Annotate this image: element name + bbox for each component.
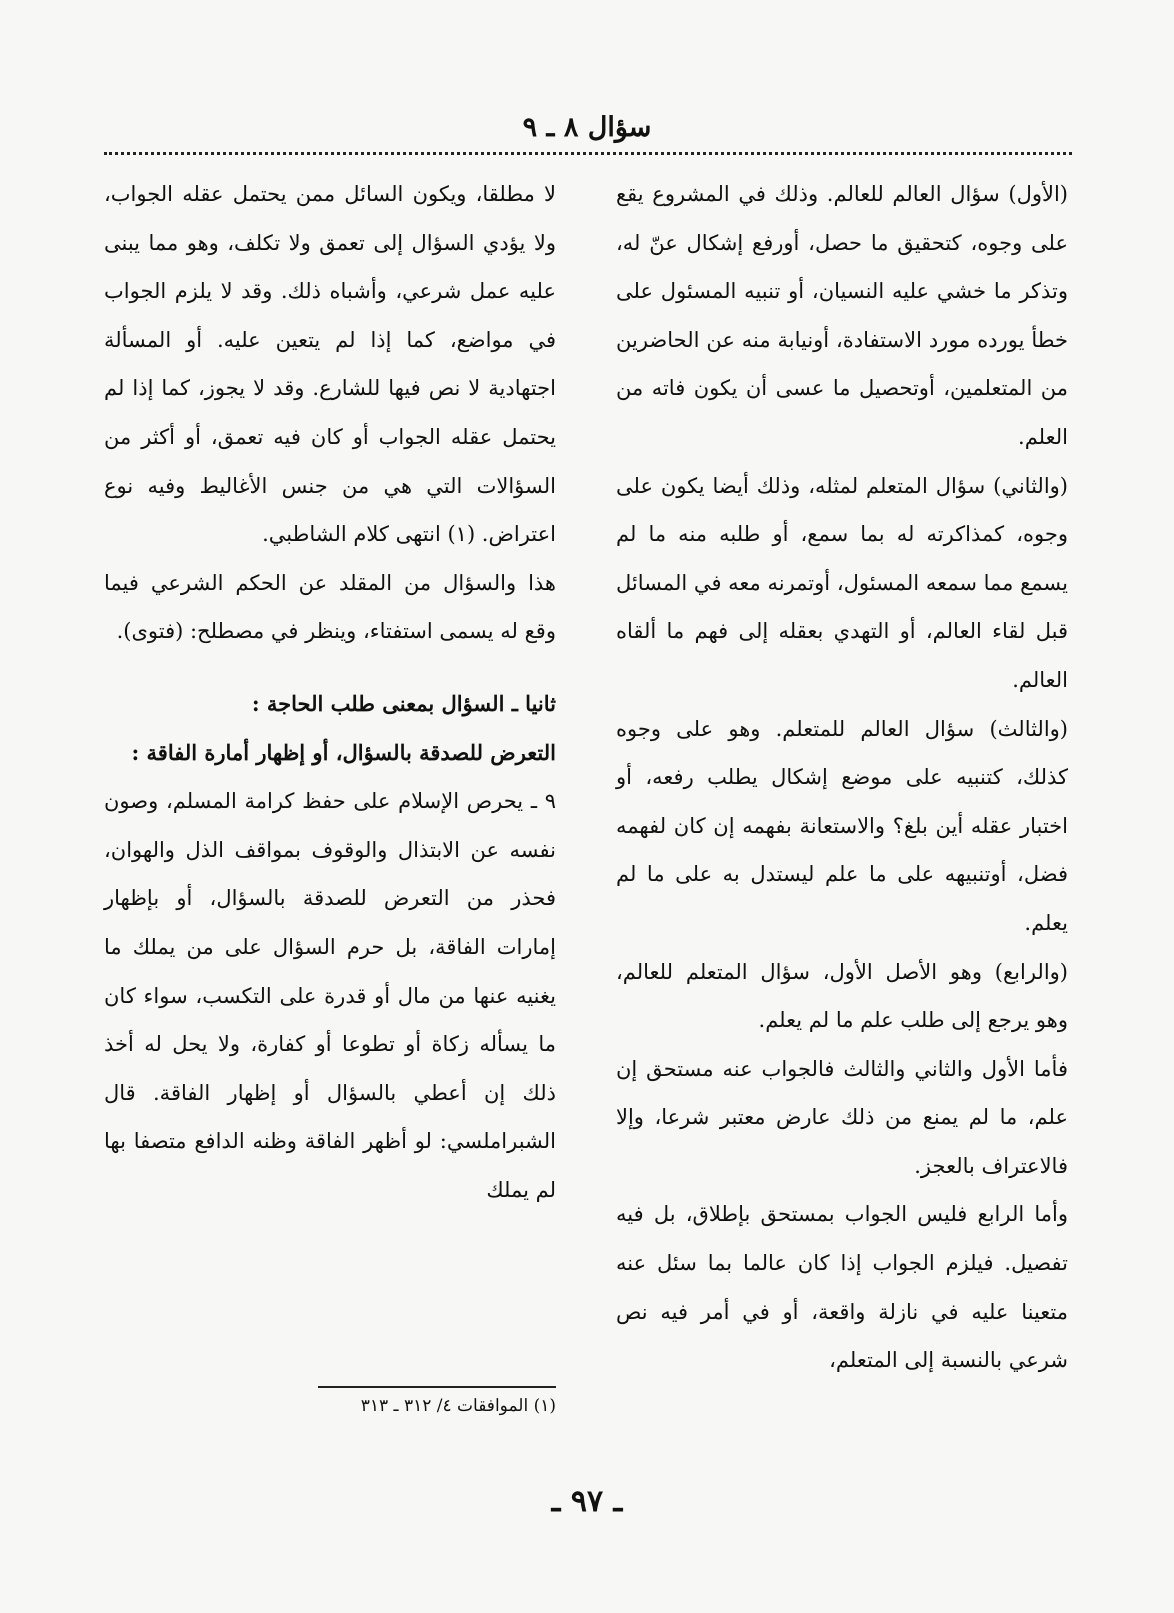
section-subheading: التعرض للصدقة بالسؤال، أو إظهار أمارة الفاقة :	[131, 739, 556, 765]
right-column	[616, 170, 1068, 1385]
footnote-rule	[318, 1386, 556, 1388]
paragraph-fourth-questioner: (والرابع) وهو الأصل الأول، سؤال المتعلم للعالم، وهو يرجع إلى طلب علم ما لم يعلم.	[616, 959, 1068, 1033]
footnote: (١) الموافقات ٤/ ٣١٢ ـ ٣١٣	[360, 1396, 556, 1416]
paragraph-answer-rules: فأما الأول والثاني والثالث فالجواب عنه مستحق إن علم، ما لم يمنع من ذلك عارض معتبر شرعا، وإلا فالاعتراف بالعجز.	[616, 1056, 1068, 1178]
paragraph-third-questioner: (والثالث) سؤال العالم للمتعلم. وهو على وجوه كذلك، كتنبيه على موضع إشكال يطلب رفعه، أو اختبار عقله أين بلغ؟ والاستعانة بفهمه إن كان لفهمه فضل، أوتنبيهه على ما علم ليستدل به على ما لم يعلم.	[616, 716, 1068, 935]
page-header: سؤال ٨ ـ ٩	[522, 112, 652, 143]
paragraph-continuation: لا مطلقا، ويكون السائل ممن يحتمل عقله الجواب، ولا يؤدي السؤال إلى تعمق ولا تكلف، وهو مما يبنى عليه عمل شرعي، وأشباه ذلك. وقد لا يلزم الجواب في مواضع، كما إذا لم يتعين عليه. أو المسألة اجتهادية لا نص فيها للشارع. وقد لا يجوز، كما إذا لم يحتمل عقله الجواب أو كان فيه تعمق، أو أكثر من السؤالات التي هي من جنس الأغاليط وفيه نوع اعتراض. (١) انتهى كلام الشاطبي.	[104, 182, 556, 547]
paragraph-first-questioner: (الأول) سؤال العالم للعالم. وذلك في المشروع يقع على وجوه، كتحقيق ما حصل، أورفع إشكال عنّ له، وتذكر ما خشي عليه النسيان، أو تنبيه المسئول على خطأ يورده مورد الاستفادة، أونيابة منه عن الحاضرين من المتعلمين، أوتحصيل ما عسى أن يكون فاته من العلم.	[616, 182, 1068, 449]
header-dotted-rule	[104, 152, 1072, 155]
left-column	[104, 170, 556, 1214]
paragraph-second-questioner: (والثاني) سؤال المتعلم لمثله، وذلك أيضا يكون على وجوه، كمذاكرته له بما سمع، أو طلبه منه ما لم يسمع مما سمعه المسئول، أوتمرنه معه في المسائل قبل لقاء العالم، أو التهدي بعقله إلى فهم ما ألقاه العالم.	[616, 473, 1068, 692]
paragraph-9: ٩ ـ يحرص الإسلام على حفظ كرامة المسلم، وصون نفسه عن الابتذال والوقوف بمواقف الذل والهوان، فحذر من التعرض للصدقة بالسؤال، أو بإظهار إمارات الفاقة، بل حرم السؤال على من يملك ما يغنيه عنها من مال أو قدرة على التكسب، سواء كان ما يسأله زكاة أو تطوعا أو كفارة، ولا يحل له أخذ ذلك إن أعطي بالسؤال أو إظهار الفاقة. قال الشبراملسي: لو أظهر الفاقة وظنه الدافع متصفا بها لم يملك	[104, 789, 556, 1202]
section-heading: ثانيا ـ السؤال بمعنى طلب الحاجة :	[251, 690, 556, 716]
paragraph-fourth-answer: وأما الرابع فليس الجواب بمستحق بإطلاق، بل فيه تفصيل. فيلزم الجواب إذا كان عالما بما سئل عنه متعينا عليه في نازلة واقعة، أو في أمر فيه نص شرعي بالنسبة إلى المتعلم،	[616, 1202, 1068, 1373]
paragraph-istifta: هذا والسؤال من المقلد عن الحكم الشرعي فيما وقع له يسمى استفتاء، وينظر في مصطلح: (فتوى).	[104, 570, 556, 644]
page-number: ـ ٩٧ ـ	[551, 1484, 623, 1519]
